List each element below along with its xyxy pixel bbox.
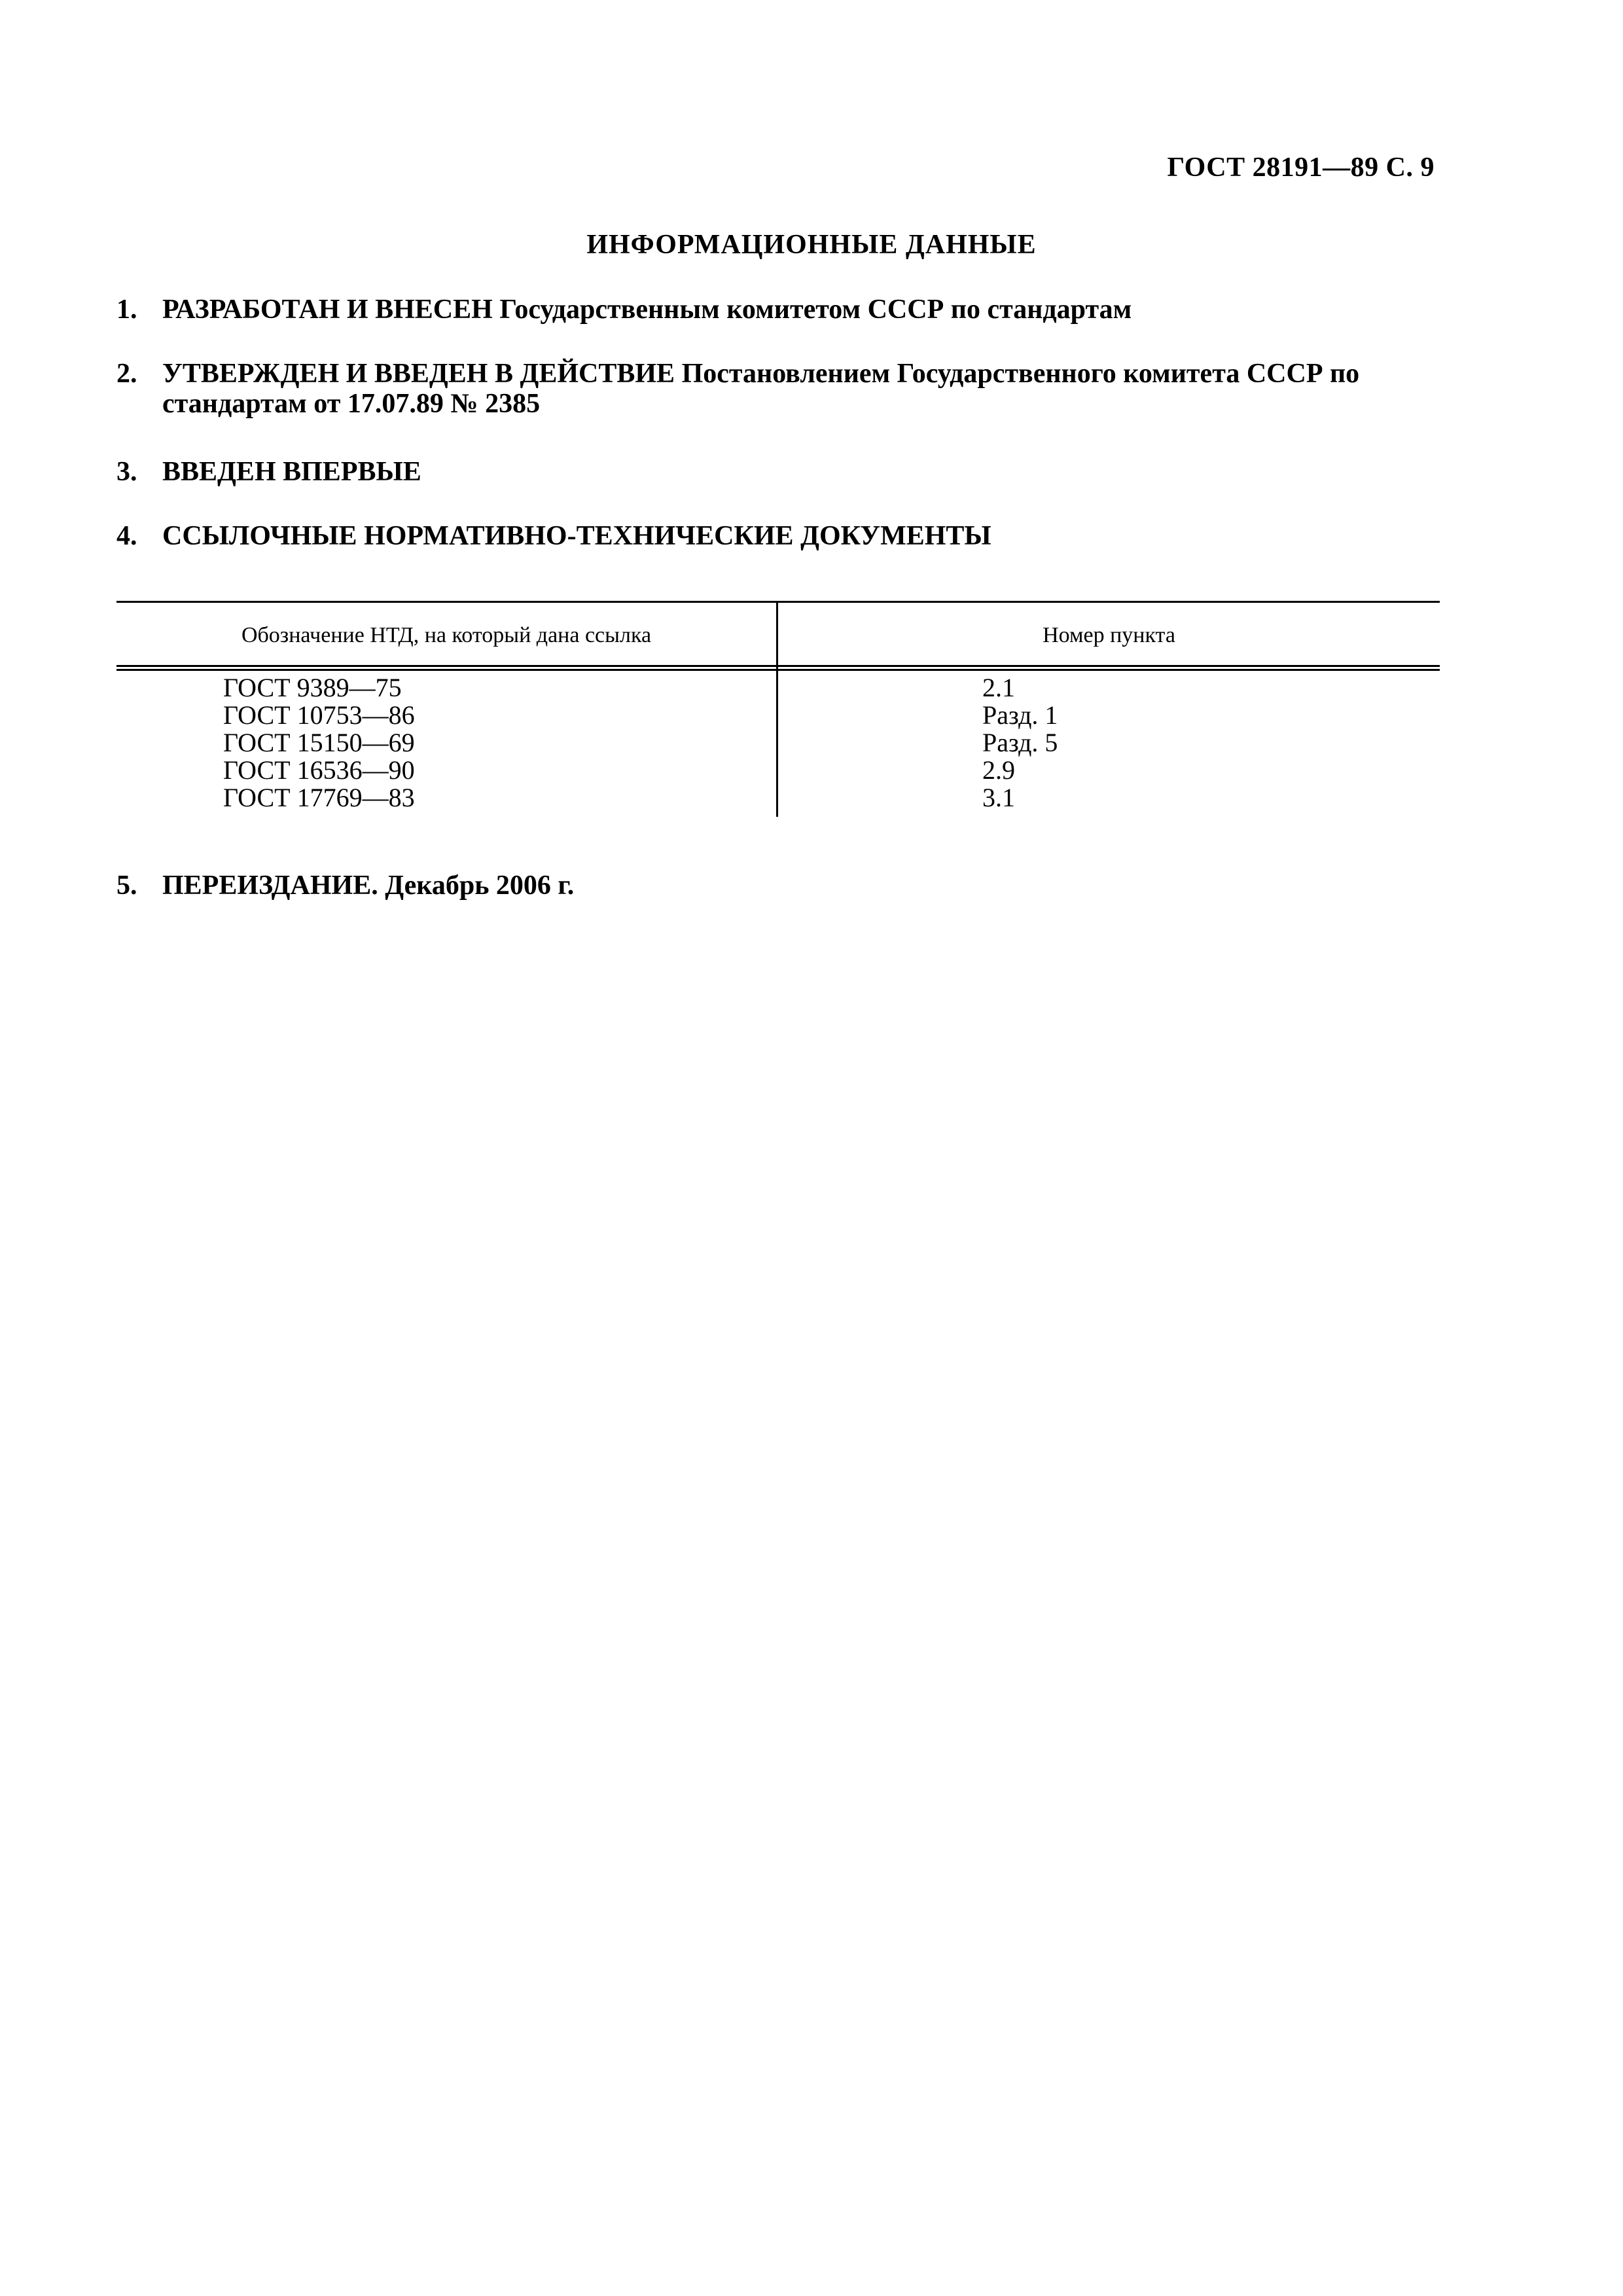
table-cell-clause: 3.1 (982, 783, 1015, 812)
reference-table (116, 601, 1440, 817)
table-cell-clause: Разд. 5 (982, 728, 1058, 757)
item-caps: ВВЕДЕН ВПЕРВЫЕ (162, 457, 421, 487)
table-header-rule (116, 669, 1440, 671)
info-item-reissue (116, 870, 1440, 901)
info-item-developed (116, 295, 1440, 325)
item-text: Постановлением Государственного комитета СССР по стандартам от 17.07.89 № 2385 (162, 359, 1360, 419)
item-caps: ПЕРЕИЗДАНИЕ. (162, 870, 378, 901)
table-top-rule (116, 601, 1440, 603)
table-cell-clause: 2.9 (982, 755, 1015, 785)
info-item-first-introduced (116, 457, 1440, 487)
item-text: Государственным комитетом СССР по стандартам (499, 295, 1132, 325)
table-cell-designation: ГОСТ 16536—90 (223, 755, 415, 785)
table-header-rule (116, 665, 1440, 667)
table-cell-designation: ГОСТ 10753—86 (223, 700, 415, 730)
table-row (116, 674, 1440, 702)
document-title: ИНФОРМАЦИОННЫЕ ДАННЫЕ (586, 230, 1037, 260)
info-item-references (116, 521, 1440, 551)
item-number: 1. (116, 295, 137, 325)
item-number: 3. (116, 457, 137, 487)
table-row (116, 784, 1440, 812)
table-header-clause: Номер пункта (1043, 623, 1175, 647)
table-cell-clause: Разд. 1 (982, 700, 1058, 730)
table-cell-designation: ГОСТ 15150—69 (223, 728, 415, 757)
item-number: 2. (116, 359, 137, 389)
table-cell-clause: 2.1 (982, 673, 1015, 702)
table-cell-designation: ГОСТ 9389—75 (223, 673, 402, 702)
page-header: ГОСТ 28191—89 С. 9 (1167, 152, 1435, 183)
item-caps: УТВЕРЖДЕН И ВВЕДЕН В ДЕЙСТВИЕ (162, 359, 675, 389)
item-caps: ССЫЛОЧНЫЕ НОРМАТИВНО-ТЕХНИЧЕСКИЕ ДОКУМЕНТЫ (162, 521, 991, 551)
item-number: 4. (116, 521, 137, 551)
table-body (116, 674, 1440, 812)
info-item-approved (116, 359, 1440, 419)
item-number: 5. (116, 870, 137, 901)
table-row (116, 702, 1440, 729)
item-text: Декабрь 2006 г. (385, 870, 575, 901)
table-row (116, 757, 1440, 784)
table-row (116, 729, 1440, 757)
table-cell-designation: ГОСТ 17769—83 (223, 783, 415, 812)
table-header-designation: Обозначение НТД, на который дана ссылка (241, 623, 652, 647)
item-caps: РАЗРАБОТАН И ВНЕСЕН (162, 295, 493, 325)
